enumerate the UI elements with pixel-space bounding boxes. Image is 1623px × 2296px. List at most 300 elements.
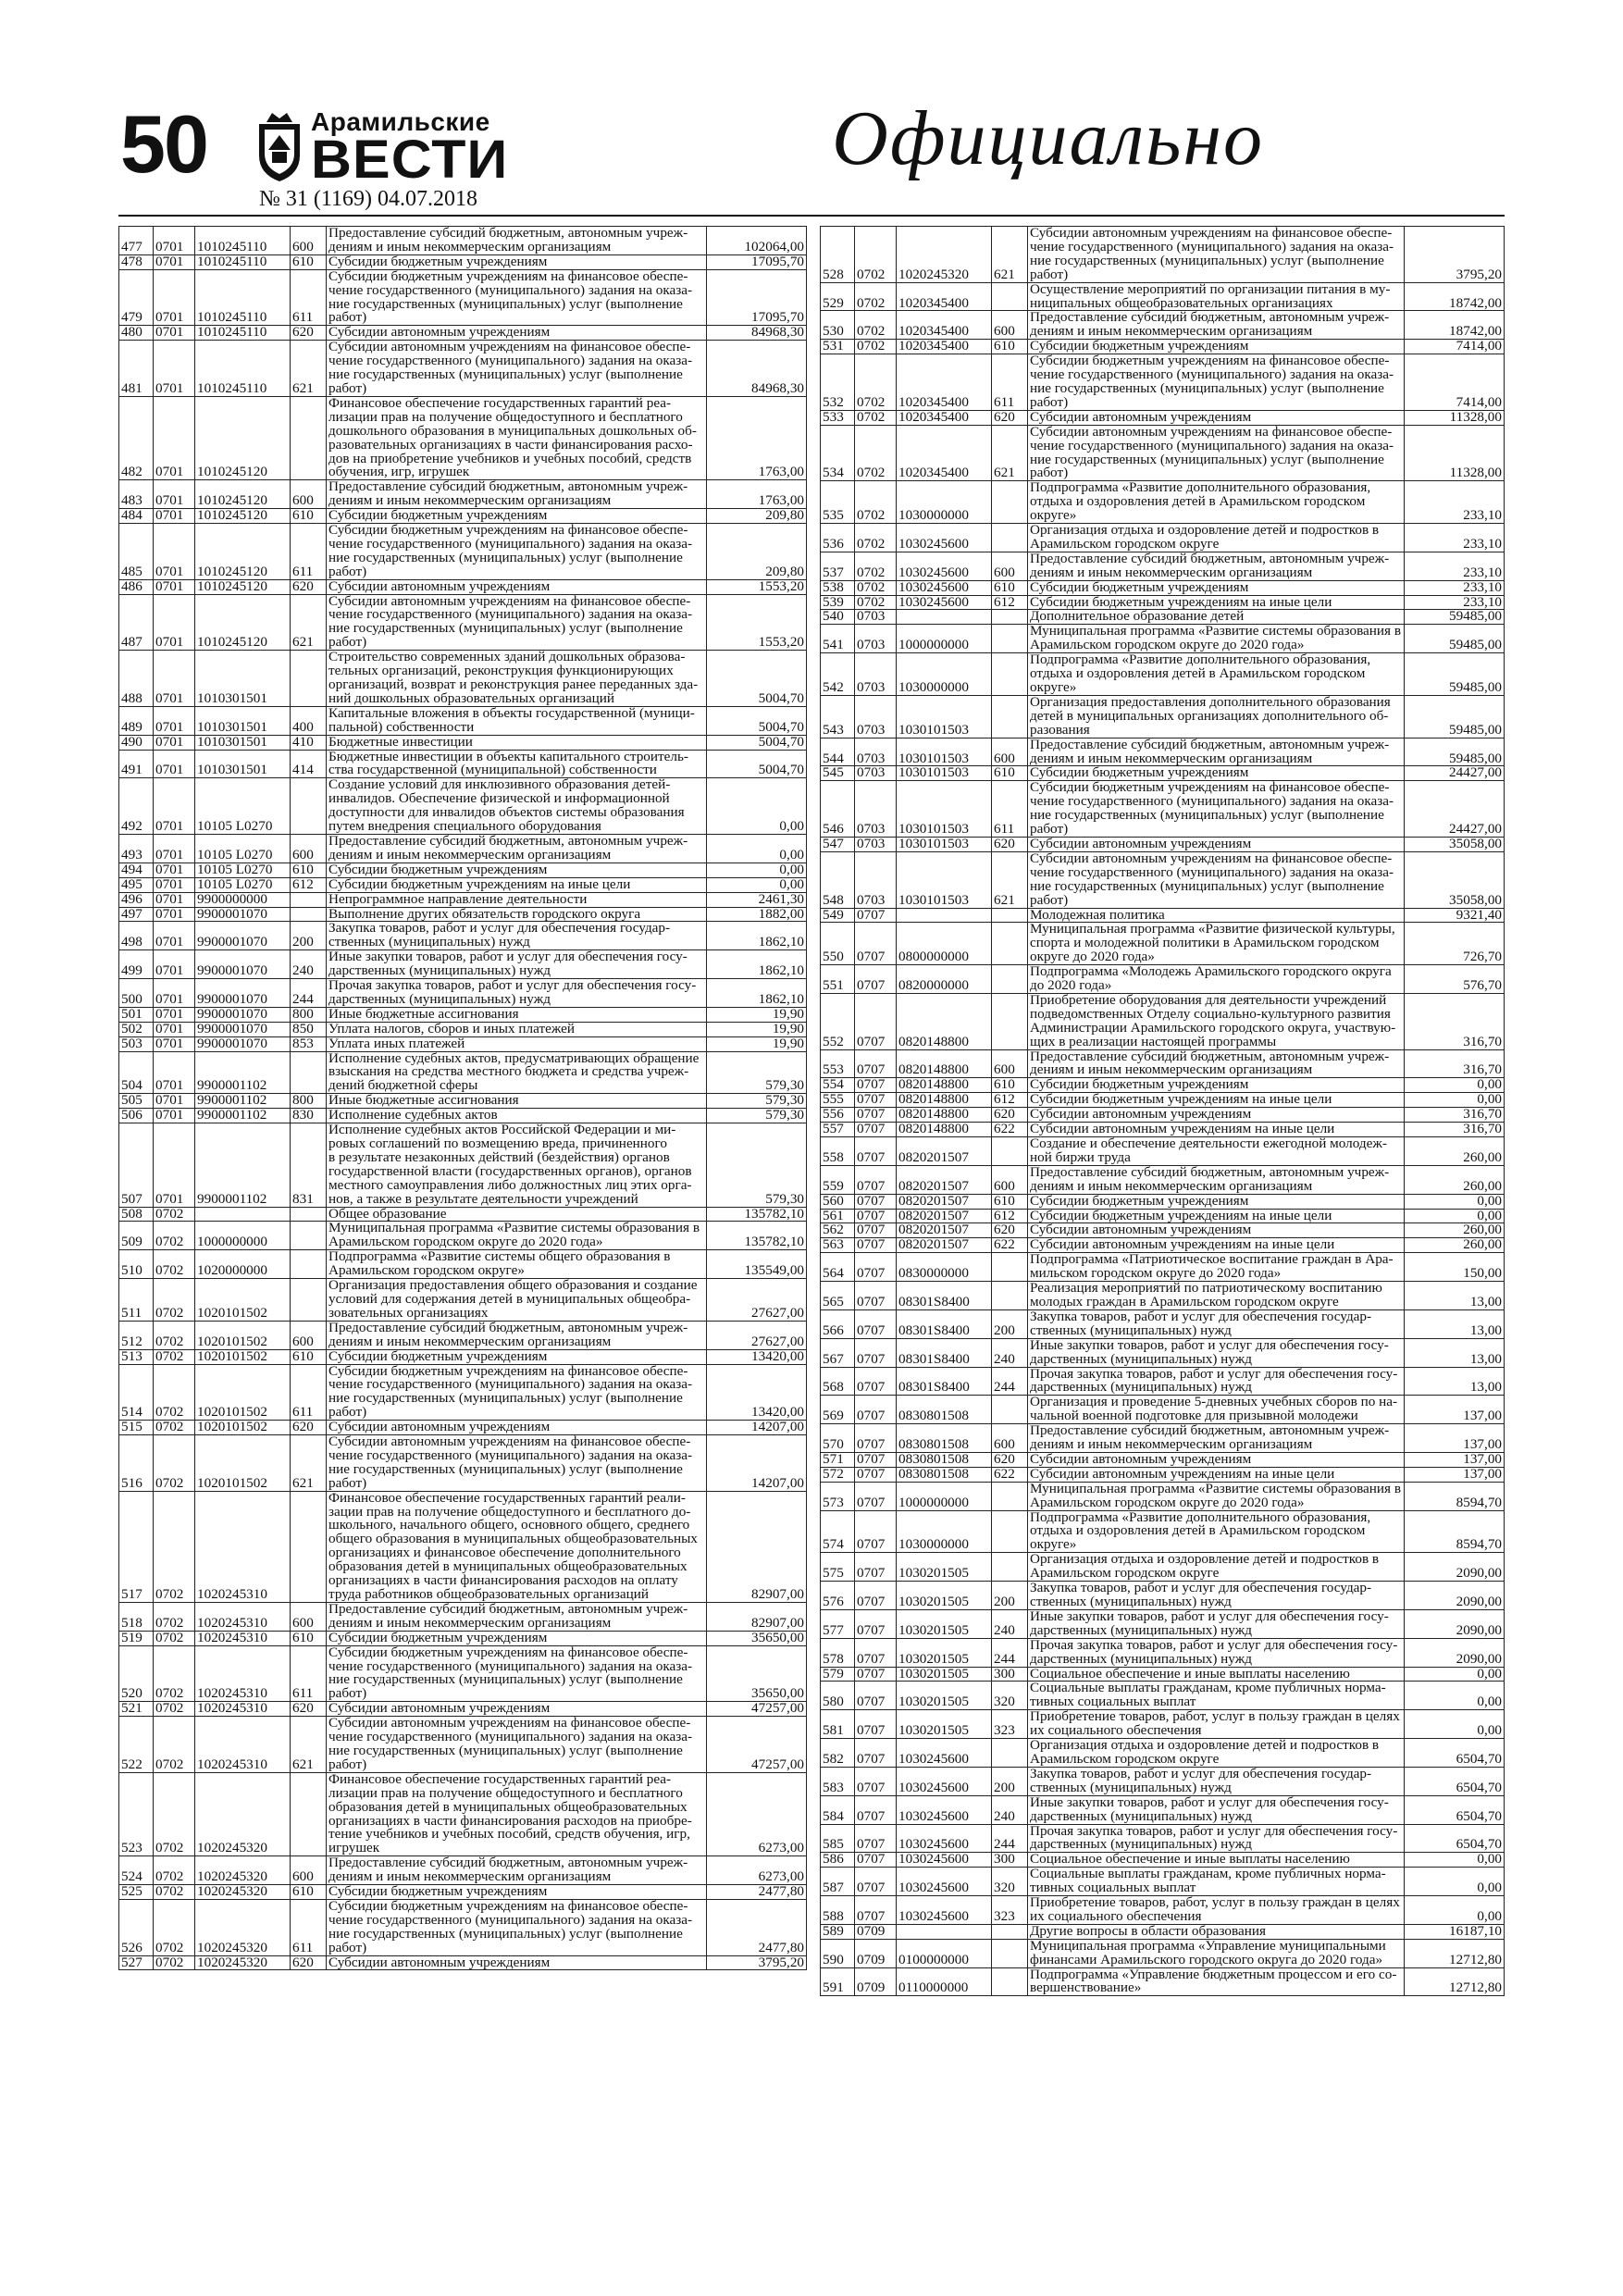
amount: 2461,30: [707, 892, 807, 907]
row-number: 539: [821, 595, 855, 610]
amount: 17095,70: [707, 269, 807, 326]
expense-type-code: [992, 1482, 1028, 1510]
amount: 17095,70: [707, 254, 807, 269]
row-number: 482: [119, 396, 154, 479]
amount: 11328,00: [1405, 425, 1505, 481]
amount: 5004,70: [707, 735, 807, 750]
section-code: 0701: [154, 1007, 195, 1022]
expense-type-code: 611: [291, 1645, 327, 1702]
target-code: 1020245310: [195, 1717, 291, 1773]
row-number: 590: [821, 1939, 855, 1967]
row-number: 568: [821, 1367, 855, 1396]
amount: 3795,20: [707, 1955, 807, 1970]
expense-type-code: 611: [291, 269, 327, 326]
amount: 316,70: [1405, 1049, 1505, 1078]
table-row: [821, 425, 1505, 481]
expense-type-code: 610: [291, 1349, 327, 1364]
item-title: Субсидии автономным учреждениям на иные цели: [1028, 1467, 1405, 1482]
amount: 233,10: [1405, 481, 1505, 524]
target-code: 0830000000: [897, 1253, 992, 1282]
section-code: 0701: [154, 651, 195, 707]
section-code: 0703: [855, 837, 897, 851]
target-code: 1020345400: [897, 354, 992, 411]
item-title: Иные бюджетные ассигнования: [327, 1094, 707, 1109]
item-title: Предоставление субсидий бюджетным, автономным учреж- дениям и иным некоммерческим организациям: [1028, 311, 1405, 340]
amount: 579,30: [707, 1051, 807, 1094]
expense-type-code: 622: [992, 1467, 1028, 1482]
section-code: 0701: [154, 863, 195, 877]
target-code: 1020245320: [195, 1772, 291, 1855]
target-code: 0110000000: [897, 1967, 992, 1996]
row-number: 511: [119, 1279, 154, 1322]
amount: 8594,70: [1405, 1482, 1505, 1510]
table-row: [821, 1682, 1505, 1710]
target-code: 0820148800: [897, 1078, 992, 1093]
section-code: 0701: [154, 1094, 195, 1109]
row-number: 486: [119, 579, 154, 594]
amount: 0,00: [1405, 1896, 1505, 1925]
amount: 137,00: [1405, 1424, 1505, 1453]
amount: 35058,00: [1405, 837, 1505, 851]
target-code: 1030201505: [897, 1710, 992, 1739]
row-number: 575: [821, 1553, 855, 1582]
expense-type-code: 620: [992, 410, 1028, 425]
row-number: 585: [821, 1824, 855, 1853]
amount: 135782,10: [707, 1207, 807, 1222]
expense-type-code: [992, 1137, 1028, 1166]
section-code: 0703: [855, 738, 897, 766]
table-row: [821, 227, 1505, 283]
target-code: [897, 1924, 992, 1939]
table-row: [119, 1022, 807, 1036]
row-number: 507: [119, 1123, 154, 1207]
section-code: 0701: [154, 907, 195, 922]
amount: 1763,00: [707, 480, 807, 509]
left-column: [118, 226, 807, 1970]
target-code: 1020101502: [195, 1435, 291, 1492]
target-code: 1030101503: [897, 837, 992, 851]
section-code: 0701: [154, 706, 195, 735]
table-row: [821, 282, 1505, 311]
item-title: Субсидии бюджетным учреждениям: [1028, 1078, 1405, 1093]
logo-main-text: ВЕСТИ: [311, 130, 509, 190]
amount: 6504,70: [1405, 1739, 1505, 1768]
row-number: 502: [119, 1022, 154, 1036]
expense-type-code: 620: [291, 1702, 327, 1717]
target-code: 1010245110: [195, 227, 291, 255]
row-number: 565: [821, 1282, 855, 1310]
item-title: Прочая закупка товаров, работ и услуг для обеспечения госу- дарственных (муниципальных) нужд: [1028, 1367, 1405, 1396]
table-row: [119, 922, 807, 950]
expense-type-code: [291, 396, 327, 479]
item-title: Подпрограмма «Патриотическое воспитание граждан в Ара- мильском городском округе до 2020 года»: [1028, 1253, 1405, 1282]
section-code: 0707: [855, 965, 897, 994]
newspaper-logo: [255, 107, 509, 190]
section-code: 0707: [855, 1165, 897, 1194]
section-code: 0702: [855, 227, 897, 283]
table-row: [821, 311, 1505, 340]
row-number: 544: [821, 738, 855, 766]
expense-type-code: 621: [291, 341, 327, 397]
item-title: Субсидии бюджетным учреждениям: [327, 1349, 707, 1364]
target-code: 1030245600: [897, 580, 992, 595]
section-code: 0701: [154, 1109, 195, 1123]
item-title: Субсидии бюджетным учреждениям на иные цели: [1028, 1209, 1405, 1223]
item-title: Дополнительное образование детей: [1028, 610, 1405, 625]
section-code: 0701: [154, 979, 195, 1008]
table-row: [119, 1207, 807, 1222]
target-code: 1030101503: [897, 781, 992, 838]
item-title: Прочая закупка товаров, работ и услуг для обеспечения госу- дарственных (муниципальных) нужд: [1028, 1824, 1405, 1853]
row-number: 494: [119, 863, 154, 877]
amount: 3795,20: [1405, 227, 1505, 283]
target-code: 1010245110: [195, 326, 291, 341]
row-number: 567: [821, 1338, 855, 1367]
table-row: [821, 695, 1505, 738]
row-number: 557: [821, 1123, 855, 1137]
amount: 18742,00: [1405, 311, 1505, 340]
section-code: 0702: [855, 595, 897, 610]
expense-type-code: 610: [992, 580, 1028, 595]
amount: 84968,30: [707, 341, 807, 397]
item-title: Субсидии автономным учреждениям на иные цели: [1028, 1123, 1405, 1137]
amount: 19,90: [707, 1036, 807, 1051]
amount: 316,70: [1405, 1123, 1505, 1137]
section-code: 0703: [855, 851, 897, 908]
item-title: Строительство современных зданий дошкольных образова- тельных организаций, реконструкция функционирующих организаций, возврат и реконструкция ранее переданных зда- ний дошкольных образовательных организаций: [327, 651, 707, 707]
section-code: 0702: [154, 1421, 195, 1435]
amount: 13,00: [1405, 1367, 1505, 1396]
amount: 0,00: [1405, 1710, 1505, 1739]
amount: 0,00: [707, 778, 807, 835]
target-code: 1010301501: [195, 750, 291, 778]
section-code: 0703: [855, 781, 897, 838]
item-title: Субсидии автономным учреждениям на финансовое обеспе- чение государственного (муниципального) задания на оказа- ние государственных (муниципальных) услуг (выполнение работ): [327, 1435, 707, 1492]
item-title: Прочая закупка товаров, работ и услуг для обеспечения госу- дарственных (муниципальных) нужд: [327, 979, 707, 1008]
item-title: Субсидии автономным учреждениям на финансовое обеспе- чение государственного (муниципального) задания на оказа- ние государственных (муниципальных) услуг (выполнение работ): [327, 1717, 707, 1773]
target-code: 1020245320: [195, 1856, 291, 1885]
table-row: [119, 396, 807, 479]
amount: 2477,80: [707, 1885, 807, 1900]
row-number: 487: [119, 594, 154, 651]
amount: 726,70: [1405, 923, 1505, 965]
row-number: 559: [821, 1165, 855, 1194]
row-number: 552: [821, 993, 855, 1049]
row-number: 529: [821, 282, 855, 311]
table-row: [119, 1321, 807, 1349]
item-title: Бюджетные инвестиции: [327, 735, 707, 750]
row-number: 528: [821, 227, 855, 283]
section-code: 0702: [154, 1717, 195, 1773]
row-number: 553: [821, 1049, 855, 1078]
item-title: Молодежная политика: [1028, 908, 1405, 923]
section-code: 0701: [154, 750, 195, 778]
item-title: Субсидии бюджетным учреждениям на финансовое обеспе- чение государственного (муниципального) задания на оказа- ние государственных (муниципальных) услуг (выполнение работ): [327, 1364, 707, 1421]
coat-of-arms-icon: [255, 109, 304, 183]
row-number: 549: [821, 908, 855, 923]
item-title: Субсидии автономным учреждениям на финансовое обеспе- чение государственного (муниципального) задания на оказа- ние государственных (муниципальных) услуг (выполнение работ): [1028, 227, 1405, 283]
expense-type-code: [992, 1282, 1028, 1310]
row-number: 534: [821, 425, 855, 481]
item-title: Предоставление субсидий бюджетным, автономным учреж- дениям и иным некоммерческим организациям: [327, 834, 707, 863]
amount: 13,00: [1405, 1282, 1505, 1310]
item-title: Закупка товаров, работ и услуг для обеспечения государ- ственных (муниципальных) нужд: [1028, 1582, 1405, 1610]
target-code: 1030101503: [897, 738, 992, 766]
row-number: 526: [119, 1899, 154, 1955]
target-code: 1020101502: [195, 1421, 291, 1435]
item-title: Иные бюджетные ассигнования: [327, 1007, 707, 1022]
amount: 135782,10: [707, 1222, 807, 1250]
expense-type-code: 600: [291, 1856, 327, 1885]
table-row: [821, 1123, 1505, 1137]
row-number: 497: [119, 907, 154, 922]
expense-type-code: 300: [992, 1667, 1028, 1682]
table-row: [119, 735, 807, 750]
table-row: [821, 1609, 1505, 1638]
target-code: 08301S8400: [897, 1338, 992, 1367]
row-number: 577: [821, 1609, 855, 1638]
target-code: 1030201505: [897, 1638, 992, 1667]
row-number: 551: [821, 965, 855, 994]
expense-type-code: 610: [291, 1885, 327, 1900]
target-code: 1010301501: [195, 735, 291, 750]
item-title: Муниципальная программа «Развитие системы образования в Арамильском городском округе до 2020 года»: [327, 1222, 707, 1250]
item-title: Организация отдыха и оздоровление детей и подростков в Арамильском городском округе: [1028, 1739, 1405, 1768]
section-code: 0702: [154, 1279, 195, 1322]
target-code: 1030101503: [897, 695, 992, 738]
table-row: [821, 1049, 1505, 1078]
table-row: [119, 1899, 807, 1955]
target-code: 1010245120: [195, 509, 291, 524]
item-title: Организация отдыха и оздоровление детей и подростков в Арамильском городском округе: [1028, 1553, 1405, 1582]
expense-type-code: [992, 625, 1028, 653]
item-title: Финансовое обеспечение государственных гарантий реа- лизации прав на получение общедоступного и бесплатного образования детей в муниципальных общеобразовательных организациях в части финансирования расходов на приобре- тение учебников и учебных пособий, средств обучения, игр, игрушек: [327, 1772, 707, 1855]
item-title: Выполнение других обязательств городского округа: [327, 907, 707, 922]
section-code: 0707: [855, 1123, 897, 1137]
item-title: Организация отдыха и оздоровление детей и подростков в Арамильском городском округе: [1028, 524, 1405, 552]
section-code: 0702: [154, 1899, 195, 1955]
target-code: 0820201507: [897, 1165, 992, 1194]
target-code: 08301S8400: [897, 1309, 992, 1338]
expense-type-code: 620: [992, 837, 1028, 851]
row-number: 527: [119, 1955, 154, 1970]
expense-type-code: 850: [291, 1022, 327, 1036]
section-code: 0702: [154, 1772, 195, 1855]
row-number: 570: [821, 1424, 855, 1453]
table-row: [119, 877, 807, 892]
target-code: 9900001070: [195, 1036, 291, 1051]
table-row: [821, 1209, 1505, 1223]
row-number: 496: [119, 892, 154, 907]
table-row: [821, 625, 1505, 653]
expense-type-code: [992, 1739, 1028, 1768]
section-code: 0707: [855, 1223, 897, 1238]
expense-type-code: 622: [992, 1238, 1028, 1253]
expense-type-code: 612: [291, 877, 327, 892]
target-code: 0100000000: [897, 1939, 992, 1967]
item-title: Субсидии автономным учреждениям: [327, 579, 707, 594]
section-code: 0701: [154, 778, 195, 835]
item-title: Субсидии бюджетным учреждениям на иные цели: [327, 877, 707, 892]
table-row: [821, 1510, 1505, 1553]
table-row: [119, 524, 807, 580]
section-code: 0701: [154, 1036, 195, 1051]
table-row: [821, 524, 1505, 552]
table-row: [119, 579, 807, 594]
item-title: Подпрограмма «Развитие дополнительного образования, отдыха и оздоровления детей в Арамильском городском округе»: [1028, 653, 1405, 696]
expense-type-code: 200: [992, 1309, 1028, 1338]
target-code: 9900001070: [195, 979, 291, 1008]
row-number: 572: [821, 1467, 855, 1482]
expense-type-code: 830: [291, 1109, 327, 1123]
row-number: 569: [821, 1396, 855, 1424]
row-number: 514: [119, 1364, 154, 1421]
row-number: 579: [821, 1667, 855, 1682]
table-row: [119, 892, 807, 907]
section-code: 0702: [855, 354, 897, 411]
expense-type-code: [992, 610, 1028, 625]
table-row: [821, 1078, 1505, 1093]
table-row: [821, 781, 1505, 838]
section-code: 0702: [855, 580, 897, 595]
row-number: 504: [119, 1051, 154, 1094]
table-row: [119, 1435, 807, 1492]
item-title: Подпрограмма «Молодежь Арамильского городского округа до 2020 года»: [1028, 965, 1405, 994]
expense-type-code: [291, 1222, 327, 1250]
section-code: 0702: [154, 1207, 195, 1222]
section-code: 0709: [855, 1967, 897, 1996]
amount: 0,00: [1405, 1194, 1505, 1209]
section-code: 0701: [154, 254, 195, 269]
table-row: [821, 1253, 1505, 1282]
item-title: Непрограммное направление деятельности: [327, 892, 707, 907]
table-row: [119, 778, 807, 835]
row-number: 548: [821, 851, 855, 908]
expense-type-code: [291, 1279, 327, 1322]
table-row: [119, 480, 807, 509]
amount: 24427,00: [1405, 766, 1505, 781]
row-number: 493: [119, 834, 154, 863]
row-number: 532: [821, 354, 855, 411]
section-code: 0701: [154, 269, 195, 326]
expense-type-code: [291, 651, 327, 707]
amount: 135549,00: [707, 1250, 807, 1279]
expense-type-code: 410: [291, 735, 327, 750]
expense-type-code: 621: [291, 594, 327, 651]
amount: 0,00: [1405, 1667, 1505, 1682]
expense-type-code: 620: [992, 1108, 1028, 1123]
table-row: [821, 1223, 1505, 1238]
row-number: 540: [821, 610, 855, 625]
amount: 13420,00: [707, 1364, 807, 1421]
item-title: Субсидии бюджетным учреждениям на финансовое обеспе- чение государственного (муниципального) задания на оказа- ние государственных (муниципальных) услуг (выполнение работ): [327, 269, 707, 326]
row-number: 501: [119, 1007, 154, 1022]
section-code: 0707: [855, 1282, 897, 1310]
row-number: 563: [821, 1238, 855, 1253]
item-title: Приобретение товаров, работ, услуг в пользу граждан в целях их социального обеспечения: [1028, 1896, 1405, 1925]
expense-type-code: 610: [291, 509, 327, 524]
amount: 209,80: [707, 509, 807, 524]
page-number: 50: [120, 98, 207, 190]
table-row: [821, 1853, 1505, 1868]
table-row: [821, 1939, 1505, 1967]
expense-type-code: 600: [992, 1424, 1028, 1453]
target-code: 1030000000: [897, 653, 992, 696]
row-number: 495: [119, 877, 154, 892]
item-title: Создание и обеспечение деятельности ежегодной молодеж- ной биржи труда: [1028, 1137, 1405, 1166]
table-row: [821, 410, 1505, 425]
target-code: 1030201505: [897, 1582, 992, 1610]
row-number: 554: [821, 1078, 855, 1093]
item-title: Субсидии бюджетным учреждениям на финансовое обеспе- чение государственного (муниципального) задания на оказа- ние государственных (муниципальных) услуг (выполнение работ): [1028, 781, 1405, 838]
amount: 2477,80: [707, 1899, 807, 1955]
row-number: 560: [821, 1194, 855, 1209]
target-code: 1010245110: [195, 254, 291, 269]
table-row: [119, 509, 807, 524]
amount: 59485,00: [1405, 625, 1505, 653]
target-code: 1030245600: [897, 1739, 992, 1768]
row-number: 583: [821, 1767, 855, 1795]
table-row: [119, 1602, 807, 1631]
item-title: Муниципальная программа «Развитие системы образования в Арамильском городском округе до 2020 года»: [1028, 1482, 1405, 1510]
target-code: 0830801508: [897, 1424, 992, 1453]
item-title: Субсидии бюджетным учреждениям: [327, 863, 707, 877]
table-row: [119, 1717, 807, 1773]
row-number: 500: [119, 979, 154, 1008]
target-code: 1020245320: [195, 1899, 291, 1955]
section-code: 0707: [855, 1868, 897, 1896]
item-title: Подпрограмма «Развитие дополнительного образования, отдыха и оздоровления детей в Арамильском городском округе»: [1028, 1510, 1405, 1553]
amount: 84968,30: [707, 326, 807, 341]
amount: 2090,00: [1405, 1553, 1505, 1582]
target-code: 1020245320: [897, 227, 992, 283]
target-code: 1020245320: [195, 1885, 291, 1900]
target-code: 1010245120: [195, 594, 291, 651]
expense-type-code: [291, 778, 327, 835]
item-title: Субсидии бюджетным учреждениям: [1028, 766, 1405, 781]
expense-type-code: 800: [291, 1094, 327, 1109]
section-title: Официально: [832, 95, 1264, 181]
section-code: 0709: [855, 1939, 897, 1967]
table-row: [119, 1250, 807, 1279]
amount: 8594,70: [1405, 1510, 1505, 1553]
section-code: 0702: [154, 1364, 195, 1421]
row-number: 574: [821, 1510, 855, 1553]
row-number: 578: [821, 1638, 855, 1667]
section-code: 0707: [855, 1553, 897, 1582]
row-number: 536: [821, 524, 855, 552]
target-code: 1020345400: [897, 425, 992, 481]
table-row: [119, 651, 807, 707]
item-title: Предоставление субсидий бюджетным, автономным учреж- дениям и иным некоммерческим организациям: [327, 227, 707, 255]
expense-type-code: 621: [992, 227, 1028, 283]
row-number: 492: [119, 778, 154, 835]
target-code: 1000000000: [195, 1222, 291, 1250]
amount: 14207,00: [707, 1421, 807, 1435]
expense-type-code: 620: [291, 326, 327, 341]
budget-table-right: [820, 226, 1505, 1996]
table-row: [821, 1967, 1505, 1996]
expense-type-code: [992, 481, 1028, 524]
row-number: 571: [821, 1452, 855, 1467]
expense-type-code: [992, 923, 1028, 965]
expense-type-code: 240: [291, 950, 327, 979]
table-row: [119, 1772, 807, 1855]
item-title: Муниципальная программа «Развитие физической культуры, спорта и молодежной политики в Арамильском городском округе до 2020 года»: [1028, 923, 1405, 965]
amount: 233,10: [1405, 580, 1505, 595]
item-title: Социальное обеспечение и иные выплаты населению: [1028, 1853, 1405, 1868]
target-code: 1020245310: [195, 1491, 291, 1602]
